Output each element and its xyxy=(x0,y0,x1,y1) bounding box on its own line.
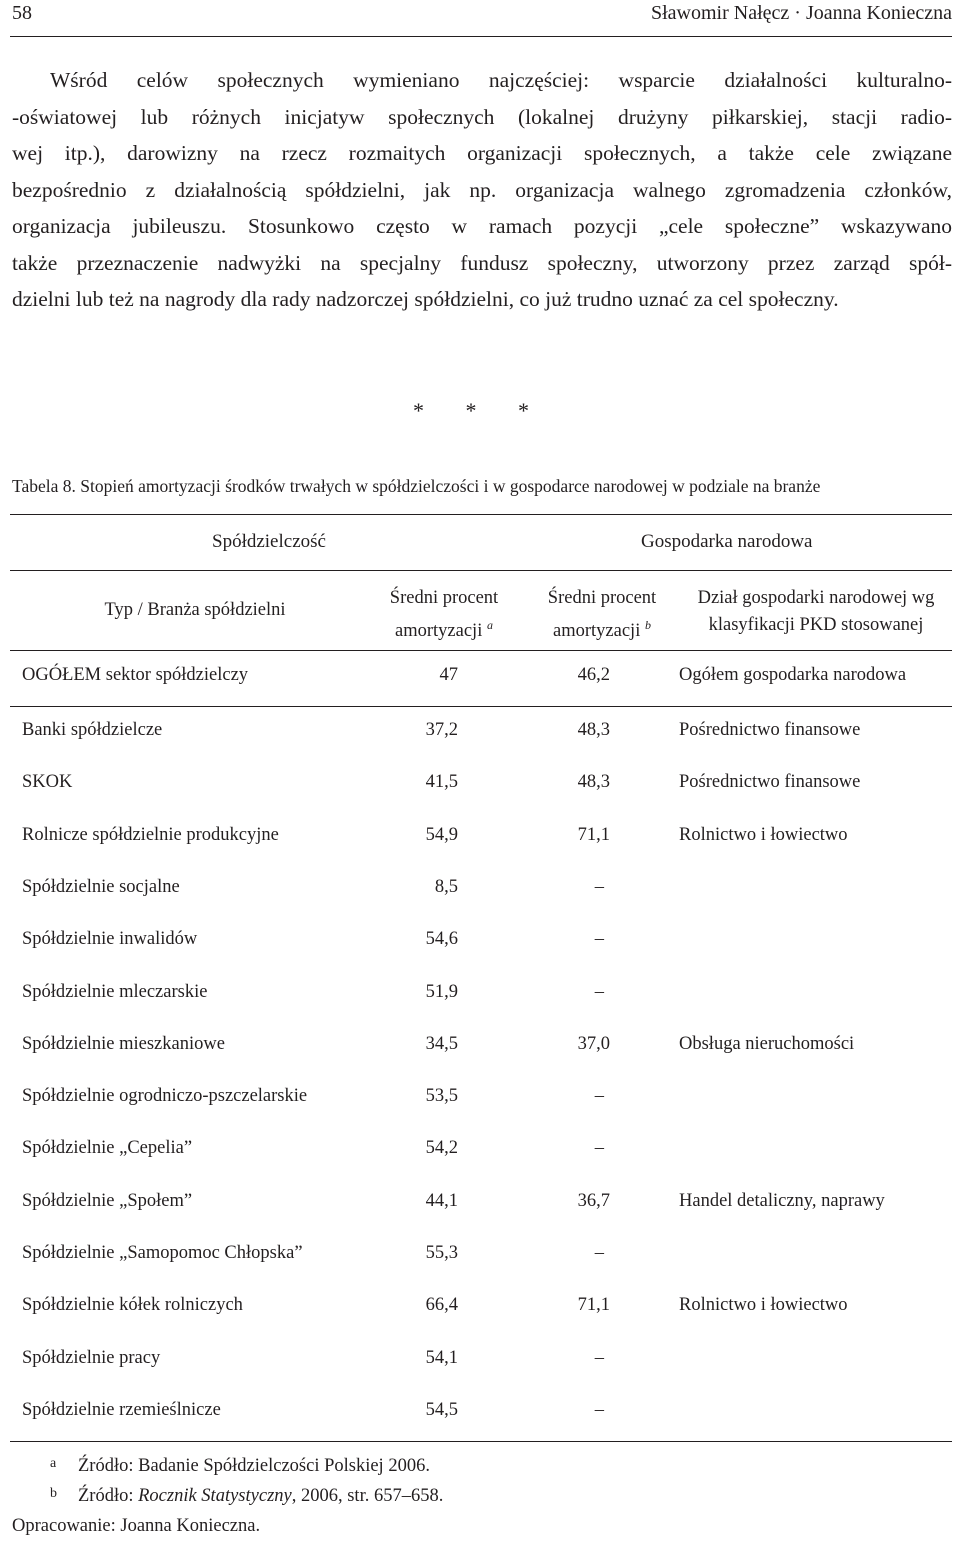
table-row xyxy=(0,929,960,959)
row-economy-value: – xyxy=(594,1400,604,1420)
table-caption: Tabela 8. Stopień amortyzacji środków trwałych w spółdzielczości i w gospodarce narodowej w podziale na branże xyxy=(12,476,821,496)
row-type-name: Spółdzielnie inwalidów xyxy=(22,929,198,949)
row-coop-value: 54,1 xyxy=(425,1348,458,1368)
row-coop-value: 53,5 xyxy=(425,1086,458,1106)
table-footnotes xyxy=(38,1450,443,1510)
row-economy-value: 71,1 xyxy=(577,825,610,845)
row-type-name: Spółdzielnie mleczarskie xyxy=(22,982,208,1002)
row-type-name: Spółdzielnie rzemieślnicze xyxy=(22,1400,221,1420)
row-sector: Pośrednictwo finansowe xyxy=(679,772,861,792)
column-header-line: klasyfikacji PKD stosowanej xyxy=(708,615,924,635)
table-row xyxy=(0,1243,960,1273)
total-row-rule xyxy=(10,706,952,707)
table-row xyxy=(0,1295,960,1325)
row-type-name: Spółdzielnie „Samopomoc Chłopska” xyxy=(22,1243,303,1263)
footnote-mark: b xyxy=(50,1486,57,1501)
row-economy-value: 36,7 xyxy=(577,1191,610,1211)
row-economy-value: 71,1 xyxy=(577,1295,610,1315)
table-row xyxy=(0,720,960,750)
column-header-text: amortyzacji xyxy=(395,621,483,642)
row-coop-value: 55,3 xyxy=(425,1243,458,1263)
column-header-economy-average xyxy=(522,585,682,645)
table-row xyxy=(0,982,960,1012)
column-header-line: Średni procent xyxy=(389,588,499,608)
row-sector: Rolnictwo i łowiectwo xyxy=(679,1295,848,1315)
column-header-rule xyxy=(10,650,952,651)
row-type-name: Rolnicze spółdzielnie produkcyjne xyxy=(22,825,279,845)
row-type-name: Spółdzielnie „Społem” xyxy=(22,1191,193,1211)
table-row xyxy=(0,1348,960,1378)
row-type-name: OGÓŁEM sektor spółdzielczy xyxy=(22,665,249,685)
table-top-rule xyxy=(10,514,952,515)
table-row xyxy=(0,1138,960,1168)
row-type-name: Spółdzielnie „Cepelia” xyxy=(22,1138,193,1158)
row-coop-value: 47 xyxy=(439,665,458,685)
group-header-rule xyxy=(10,570,952,571)
row-type-name: SKOK xyxy=(22,772,73,792)
running-head-authors: Sławomir Nałęcz · Joanna Konieczna xyxy=(651,2,952,24)
row-economy-value: – xyxy=(594,1138,604,1158)
row-economy-value: 48,3 xyxy=(577,720,610,740)
row-coop-value: 66,4 xyxy=(425,1295,458,1315)
table-row xyxy=(0,772,960,802)
table-row xyxy=(0,825,960,855)
row-coop-value: 34,5 xyxy=(425,1034,458,1054)
row-type-name: Spółdzielnie kółek rolniczych xyxy=(22,1295,243,1315)
paragraph-line: dzielni lub też na nagrody dla rady nadzorczej spółdzielni, co już trudno uznać za cel społeczny. xyxy=(12,287,839,311)
row-type-name: Spółdzielnie socjalne xyxy=(22,877,180,897)
footnote-mark: a xyxy=(50,1456,57,1471)
paragraph-line: bezpośrednio z działalnością spółdzielni, jak np. organizacja walnego zgromadzenia członków, xyxy=(12,177,952,202)
table-row-total xyxy=(0,665,960,695)
table-row xyxy=(0,877,960,907)
footnote-text: Źródło: xyxy=(78,1486,139,1506)
row-coop-value: 54,5 xyxy=(425,1400,458,1420)
row-type-name: Banki spółdzielcze xyxy=(22,720,163,740)
group-header-economy: Gospodarka narodowa xyxy=(641,531,813,552)
body-paragraph xyxy=(12,62,952,318)
table-bottom-rule xyxy=(10,1441,952,1442)
row-coop-value: 8,5 xyxy=(434,877,458,897)
column-header-line: Średni procent xyxy=(547,588,657,608)
paragraph-line: także przeznaczenie nadwyżki na specjalny fundusz społeczny, utworzony przez zarząd spół- xyxy=(12,250,952,275)
page-number: 58 xyxy=(12,2,32,24)
column-header-coop-average xyxy=(364,585,524,645)
paragraph-line: -oświatowej lub różnych inicjatyw społecznych (lokalnej drużyny piłkarskiej, stacji radio- xyxy=(12,104,952,129)
row-sector: Pośrednictwo finansowe xyxy=(679,720,861,740)
row-economy-value: – xyxy=(594,929,604,949)
row-economy-value: – xyxy=(594,1348,604,1368)
footnote-source-title: Rocznik Statystyczny xyxy=(138,1486,292,1506)
paragraph-line: organizacja jubileuszu. Stosunkowo często w ramach pozycji „cele społeczne” wskazywano xyxy=(12,214,952,238)
footnote-b xyxy=(38,1480,443,1510)
footnote-a xyxy=(38,1450,443,1480)
table-row xyxy=(0,1400,960,1430)
row-coop-value: 54,2 xyxy=(425,1138,458,1158)
row-economy-value: 48,3 xyxy=(577,772,610,792)
row-economy-value: 46,2 xyxy=(577,665,610,685)
row-coop-value: 54,6 xyxy=(425,929,458,949)
row-sector: Rolnictwo i łowiectwo xyxy=(679,825,848,845)
row-coop-value: 51,9 xyxy=(425,982,458,1002)
row-sector: Handel detaliczny, naprawy xyxy=(679,1191,885,1211)
row-type-name: Spółdzielnie pracy xyxy=(22,1348,161,1368)
table-row xyxy=(0,1034,960,1064)
footnote-text: , 2006, str. 657–658. xyxy=(291,1486,444,1506)
row-type-name: Spółdzielnie ogrodniczo-pszczelarskie xyxy=(22,1086,308,1106)
column-header-text: amortyzacji xyxy=(553,621,641,642)
column-header-line xyxy=(364,612,524,645)
row-type-name: Spółdzielnie mieszkaniowe xyxy=(22,1034,225,1054)
group-header-coop: Spółdzielczość xyxy=(212,531,326,552)
column-header-line: Dział gospodarki narodowej wg xyxy=(697,588,935,608)
header-rule xyxy=(10,36,952,37)
row-coop-value: 41,5 xyxy=(425,772,458,792)
table-row xyxy=(0,1191,960,1221)
row-sector: Ogółem gospodarka narodowa xyxy=(679,665,907,685)
paragraph-line: wej itp.), darowizny na rzecz rozmaitych organizacji społecznych, a także cele związane xyxy=(12,141,952,165)
row-economy-value: – xyxy=(594,1086,604,1106)
column-header-type: Typ / Branża spółdzielni xyxy=(104,600,286,620)
row-economy-value: – xyxy=(594,982,604,1002)
row-coop-value: 54,9 xyxy=(425,825,458,845)
row-economy-value: – xyxy=(594,877,604,897)
row-sector: Obsługa nieruchomości xyxy=(679,1034,855,1054)
footnote-marker-b: b xyxy=(644,618,651,632)
paragraph-line: Wśród celów społecznych wymieniano najczęściej: wsparcie działalności kulturalno- xyxy=(50,68,952,92)
row-coop-value: 37,2 xyxy=(425,720,458,740)
prepared-by-note: Opracowanie: Joanna Konieczna. xyxy=(12,1516,261,1536)
footnote-marker-a: a xyxy=(486,618,493,632)
row-economy-value: – xyxy=(594,1243,604,1263)
column-header-sector xyxy=(675,585,957,639)
row-coop-value: 44,1 xyxy=(425,1191,458,1211)
table-row xyxy=(0,1086,960,1116)
section-separator: * * * xyxy=(413,398,547,423)
footnote-text: Źródło: Badanie Spółdzielczości Polskiej 2006. xyxy=(78,1456,430,1476)
row-economy-value: 37,0 xyxy=(577,1034,610,1054)
column-header-line xyxy=(522,612,682,645)
